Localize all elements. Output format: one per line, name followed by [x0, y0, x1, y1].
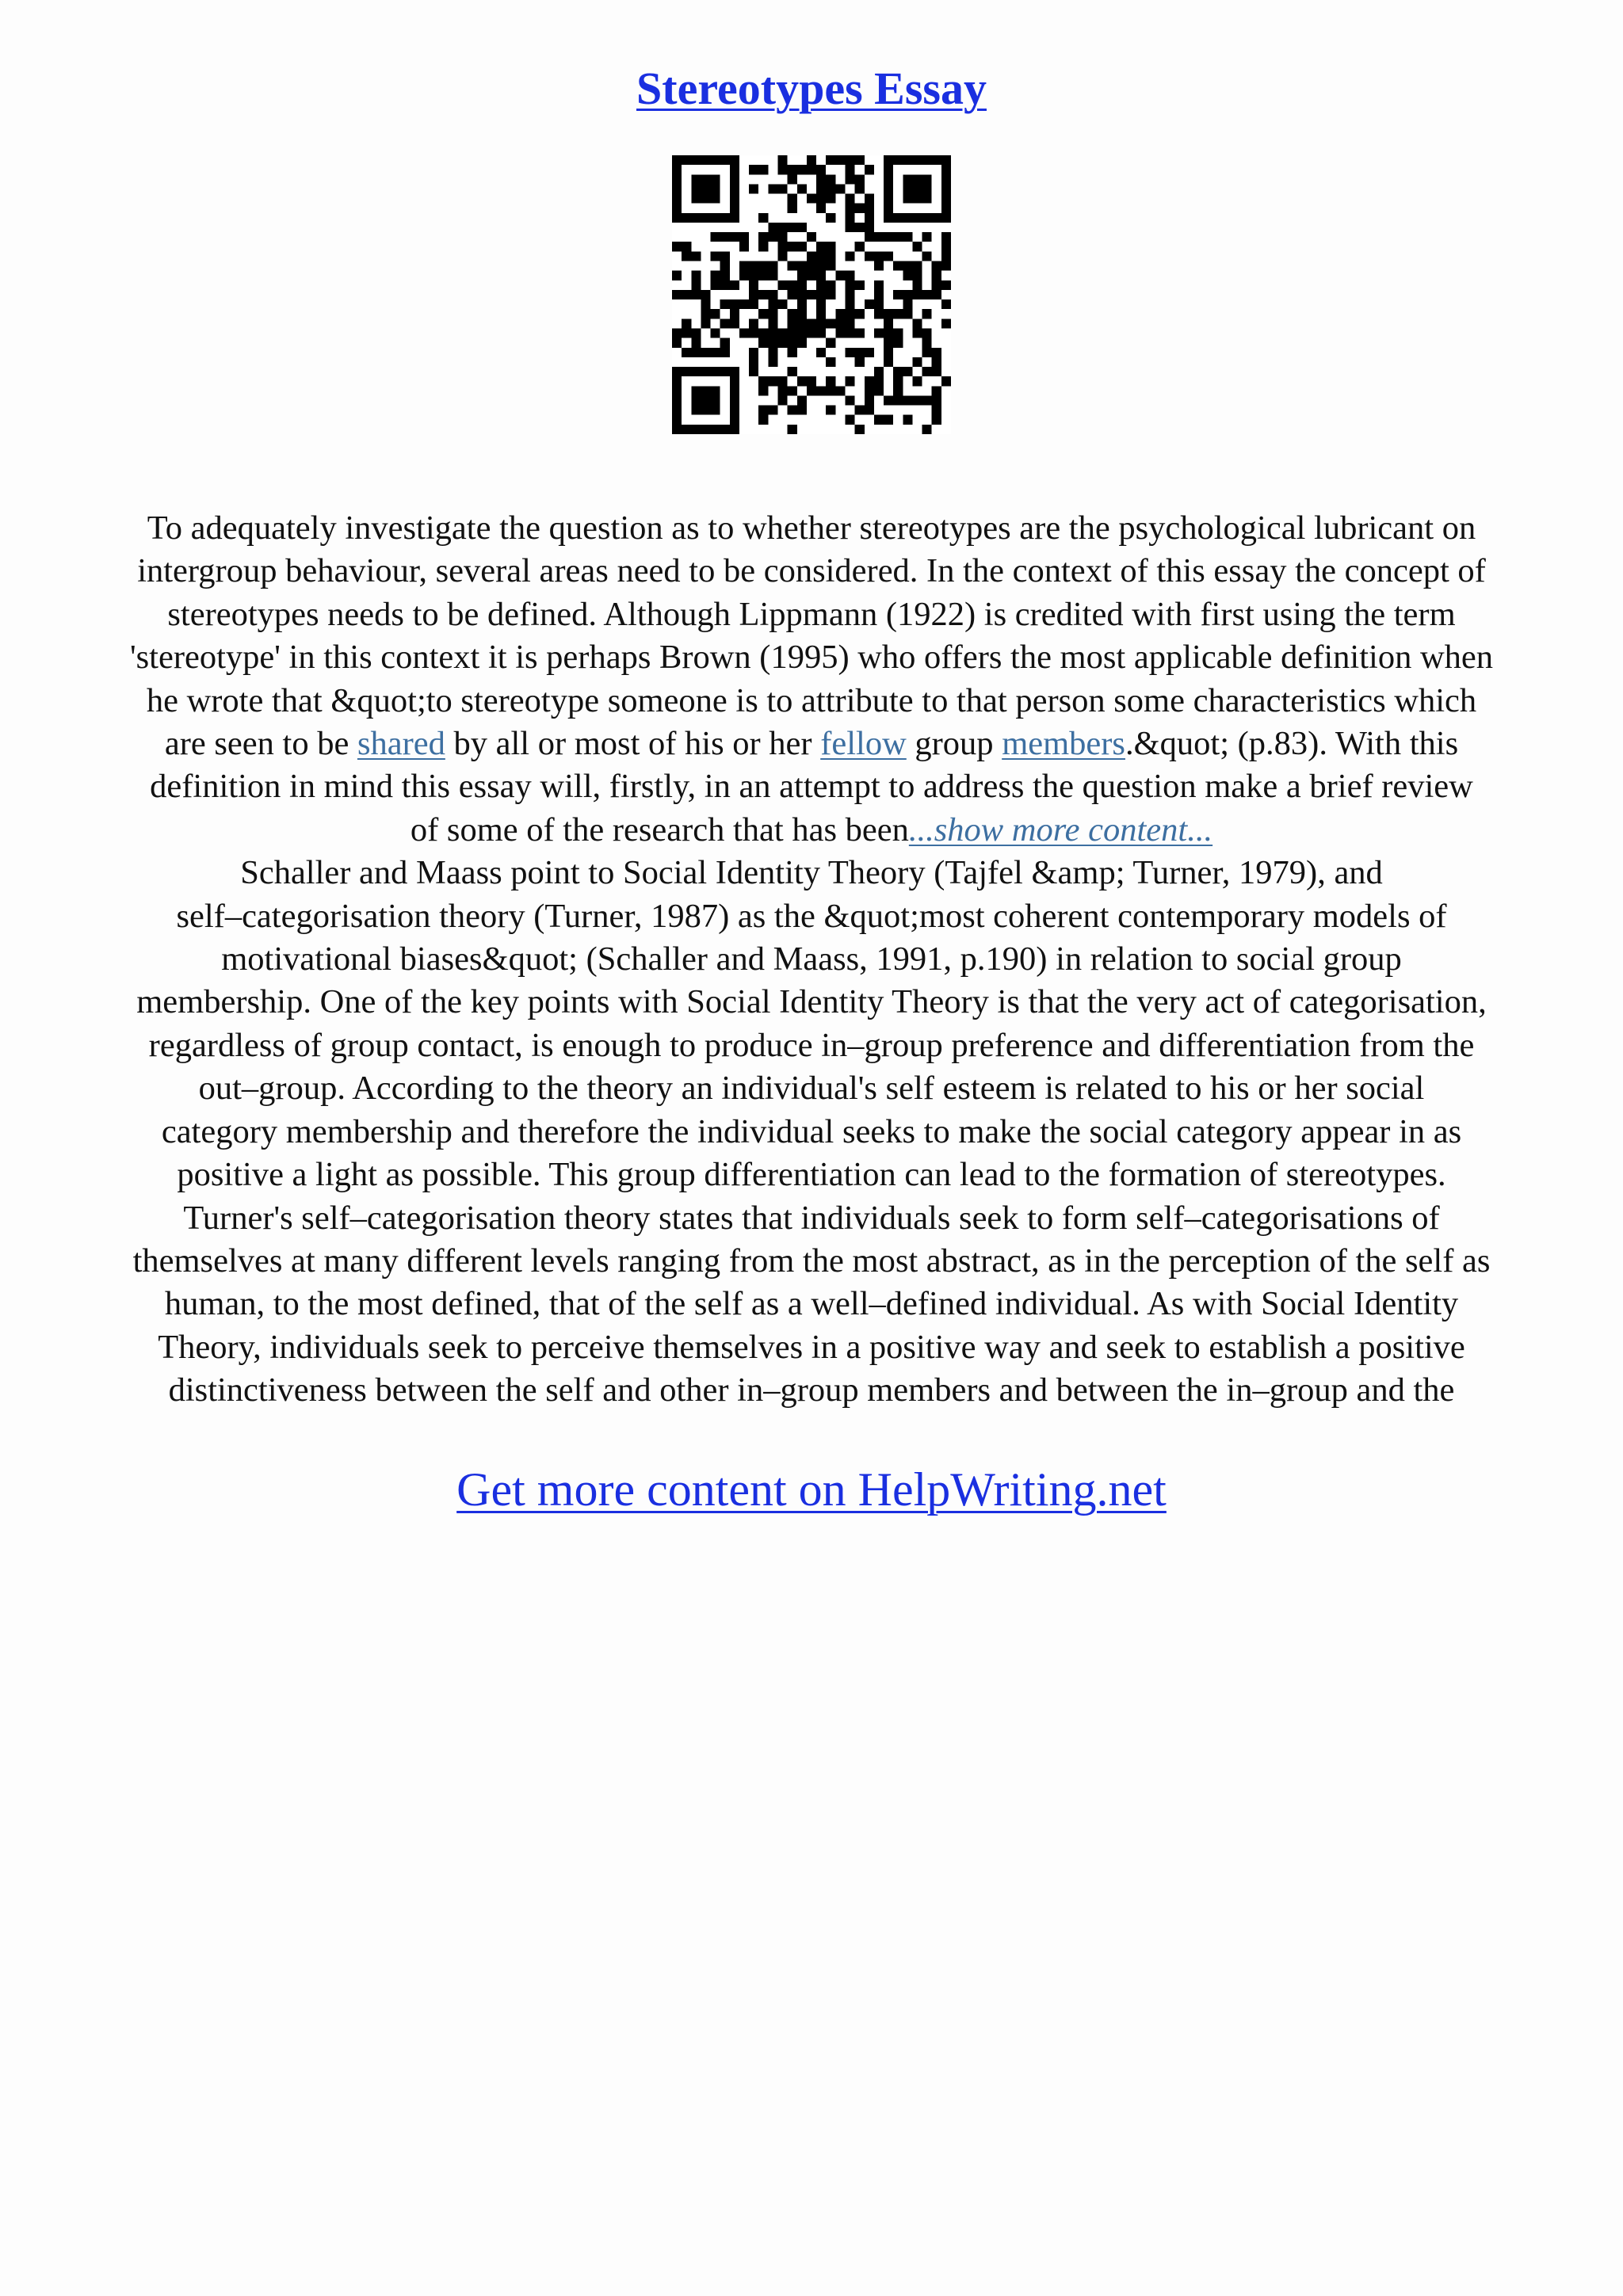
essay-text: group — [906, 725, 1002, 763]
essay-line: stereotypes needs to be defined. Although Lippmann (1922) is credited with first using the term — [167, 595, 1456, 633]
essay-line: out–group. According to the theory an individual's self esteem is related to his or her social — [198, 1070, 1425, 1108]
essay-line: To adequately investigate the question as to whether stereotypes are the psychological lubricant on — [147, 509, 1476, 547]
essay-text: .&quot; (p.83). With this — [1125, 725, 1459, 763]
keyword-link-fellow[interactable]: fellow — [820, 725, 907, 763]
essay-line: Theory, individuals seek to perceive themselves in a positive way and seek to establish a positive — [158, 1328, 1465, 1366]
essay-line: self–categorisation theory (Turner, 1987) as the &quot;most coherent contemporary models of — [176, 897, 1447, 935]
essay-line: motivational biases&quot; (Schaller and Maass, 1991, p.190) in relation to social group — [221, 940, 1402, 978]
essay-line: membership. One of the key points with Social Identity Theory is that the very act of categorisation, — [136, 983, 1487, 1021]
qr-code-graphic — [672, 155, 951, 434]
essay-text: of some of the research that has been — [410, 810, 909, 849]
cta-row — [0, 1458, 1623, 1521]
essay-line — [55, 809, 1568, 852]
essay-line: regardless of group contact, is enough to produce in–group preference and differentiation from the — [148, 1026, 1475, 1064]
essay-line — [55, 723, 1568, 765]
essay-line: human, to the most defined, that of the self as a well–defined individual. As with Social Identity — [164, 1285, 1459, 1323]
essay-line: category membership and therefore the individual seeks to make the social category appear in as — [161, 1112, 1462, 1150]
essay-text: by all or most of his or her — [445, 725, 821, 763]
essay-line: distinctiveness between the self and other in–group members and between the in–group and the — [168, 1371, 1455, 1409]
show-more-link[interactable]: ...show more content... — [908, 810, 1213, 849]
essay-line: themselves at many different levels ranging from the most abstract, as in the perception of the self as — [132, 1241, 1491, 1280]
qr-code-icon — [672, 155, 951, 434]
essay-line: he wrote that &quot;to stereotype someone is to attribute to that person some characteristics which — [146, 681, 1477, 719]
essay-body — [55, 507, 1568, 1413]
keyword-link-members[interactable]: members — [1002, 725, 1125, 763]
essay-line: 'stereotype' in this context it is perhaps Brown (1995) who offers the most applicable definition when — [129, 639, 1494, 677]
essay-text: are seen to be — [164, 725, 357, 763]
essay-line: intergroup behaviour, several areas need to be considered. In the context of this essay the concept of — [137, 552, 1486, 590]
essay-line: positive a light as possible. This group differentiation can lead to the formation of stereotypes. — [177, 1156, 1446, 1194]
essay-line: definition in mind this essay will, firstly, in an attempt to address the question make a brief review — [150, 768, 1473, 806]
essay-line: Turner's self–categorisation theory states that individuals seek to form self–categorisations of — [183, 1199, 1440, 1237]
essay-line: Schaller and Maass point to Social Identity Theory (Tajfel &amp; Turner, 1979), and — [240, 854, 1383, 892]
get-more-content-link[interactable]: Get more content on HelpWriting.net — [456, 1463, 1167, 1516]
keyword-link-shared[interactable]: shared — [357, 725, 445, 763]
document-title — [0, 57, 1623, 120]
title-link[interactable]: Stereotypes Essay — [636, 63, 987, 114]
